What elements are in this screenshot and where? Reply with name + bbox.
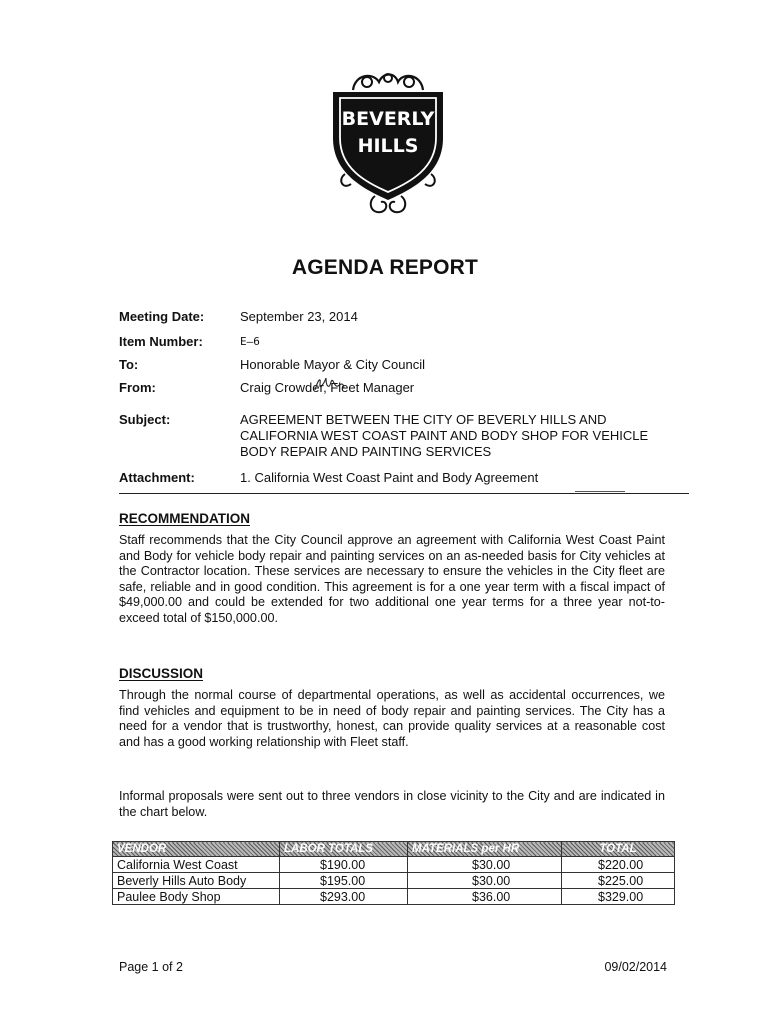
footer-date: 09/02/2014 — [604, 960, 667, 974]
materials-per-hr: $30.00 — [408, 873, 562, 889]
header-divider — [119, 493, 689, 494]
attachment-value: 1. California West Coast Paint and Body Agreement — [240, 470, 539, 485]
page-number: Page 1 of 2 — [119, 960, 183, 974]
labor-total: $190.00 — [280, 857, 408, 873]
table-header-row — [113, 842, 675, 857]
attachment-label: Attachment: — [119, 470, 195, 485]
meeting-date-value: September 23, 2014 — [240, 309, 358, 324]
discussion-heading: DISCUSSION — [119, 666, 204, 681]
subject-line-3: BODY REPAIR AND PAINTING SERVICES — [240, 444, 492, 459]
labor-total: $293.00 — [280, 889, 408, 905]
labor-total: $195.00 — [280, 873, 408, 889]
subject-line-1: AGREEMENT BETWEEN THE CITY OF BEVERLY HILLS AND — [240, 412, 607, 427]
discussion-paragraph-2: Informal proposals were sent out to three vendors in close vicinity to the City and are indicated in the chart below. — [119, 789, 665, 819]
discussion-paragraph-1: Through the normal course of departmental operations, as well as accidental occurrences, we find vehicles and equipment to be in need of body repair and painting services. The City has a need for a vendor that is trustworthy, honest, can provide quality services at a reasonable cost and has a good working relationship with Fleet staff. — [119, 688, 665, 749]
column-header-labor-totals: LABOR TOTALS — [280, 842, 408, 857]
report-title: AGENDA REPORT — [291, 256, 479, 279]
to-label: To: — [119, 357, 139, 372]
recommendation-text: Staff recommends that the City Council approve an agreement with California West Coast Paint and Body for vehicle body repair and painting services on an as-needed basis for City vehicles at the Contractor location. These services are necessary to ensure the vehicles in the City fleet are safe, reliable and in good condition. This agreement is for a one year term with a fiscal impact of $49,000.00 and could be extended for two additional one year terms for a three year not-to-exceed total of $150,000.00. — [119, 533, 665, 625]
table-row — [113, 857, 675, 873]
subject-label: Subject: — [119, 412, 171, 427]
item-number-value: E–6 — [240, 335, 260, 348]
divider-accent — [575, 491, 625, 492]
column-header-materials: MATERIALS per HR — [408, 842, 562, 857]
vendor-name: Beverly Hills Auto Body — [113, 873, 280, 889]
to-value: Honorable Mayor & City Council — [240, 357, 425, 372]
handwritten-initials — [312, 372, 346, 396]
column-header-total: TOTAL — [562, 842, 675, 857]
vendor-total: $225.00 — [562, 873, 675, 889]
from-value: Craig Crowder, Fleet Manager — [240, 380, 415, 395]
from-label: From: — [119, 380, 156, 395]
vendor-name: California West Coast — [113, 857, 280, 873]
materials-per-hr: $30.00 — [408, 857, 562, 873]
vendor-name: Paulee Body Shop — [113, 889, 280, 905]
vendor-total: $329.00 — [562, 889, 675, 905]
recommendation-heading: RECOMMENDATION — [119, 511, 250, 526]
logo-text-line2: HILLS — [357, 135, 419, 157]
beverly-hills-logo — [323, 68, 453, 220]
vendor-comparison-table — [112, 841, 675, 905]
logo-text-line1: BEVERLY — [341, 108, 435, 130]
materials-per-hr: $36.00 — [408, 889, 562, 905]
vendor-total: $220.00 — [562, 857, 675, 873]
table-row — [113, 889, 675, 905]
table-row — [113, 873, 675, 889]
column-header-vendor: VENDOR — [113, 842, 280, 857]
subject-line-2: CALIFORNIA WEST COAST PAINT AND BODY SHOP FOR VEHICLE — [240, 428, 649, 443]
item-number-label: Item Number: — [119, 334, 203, 349]
meeting-date-label: Meeting Date: — [119, 309, 205, 324]
